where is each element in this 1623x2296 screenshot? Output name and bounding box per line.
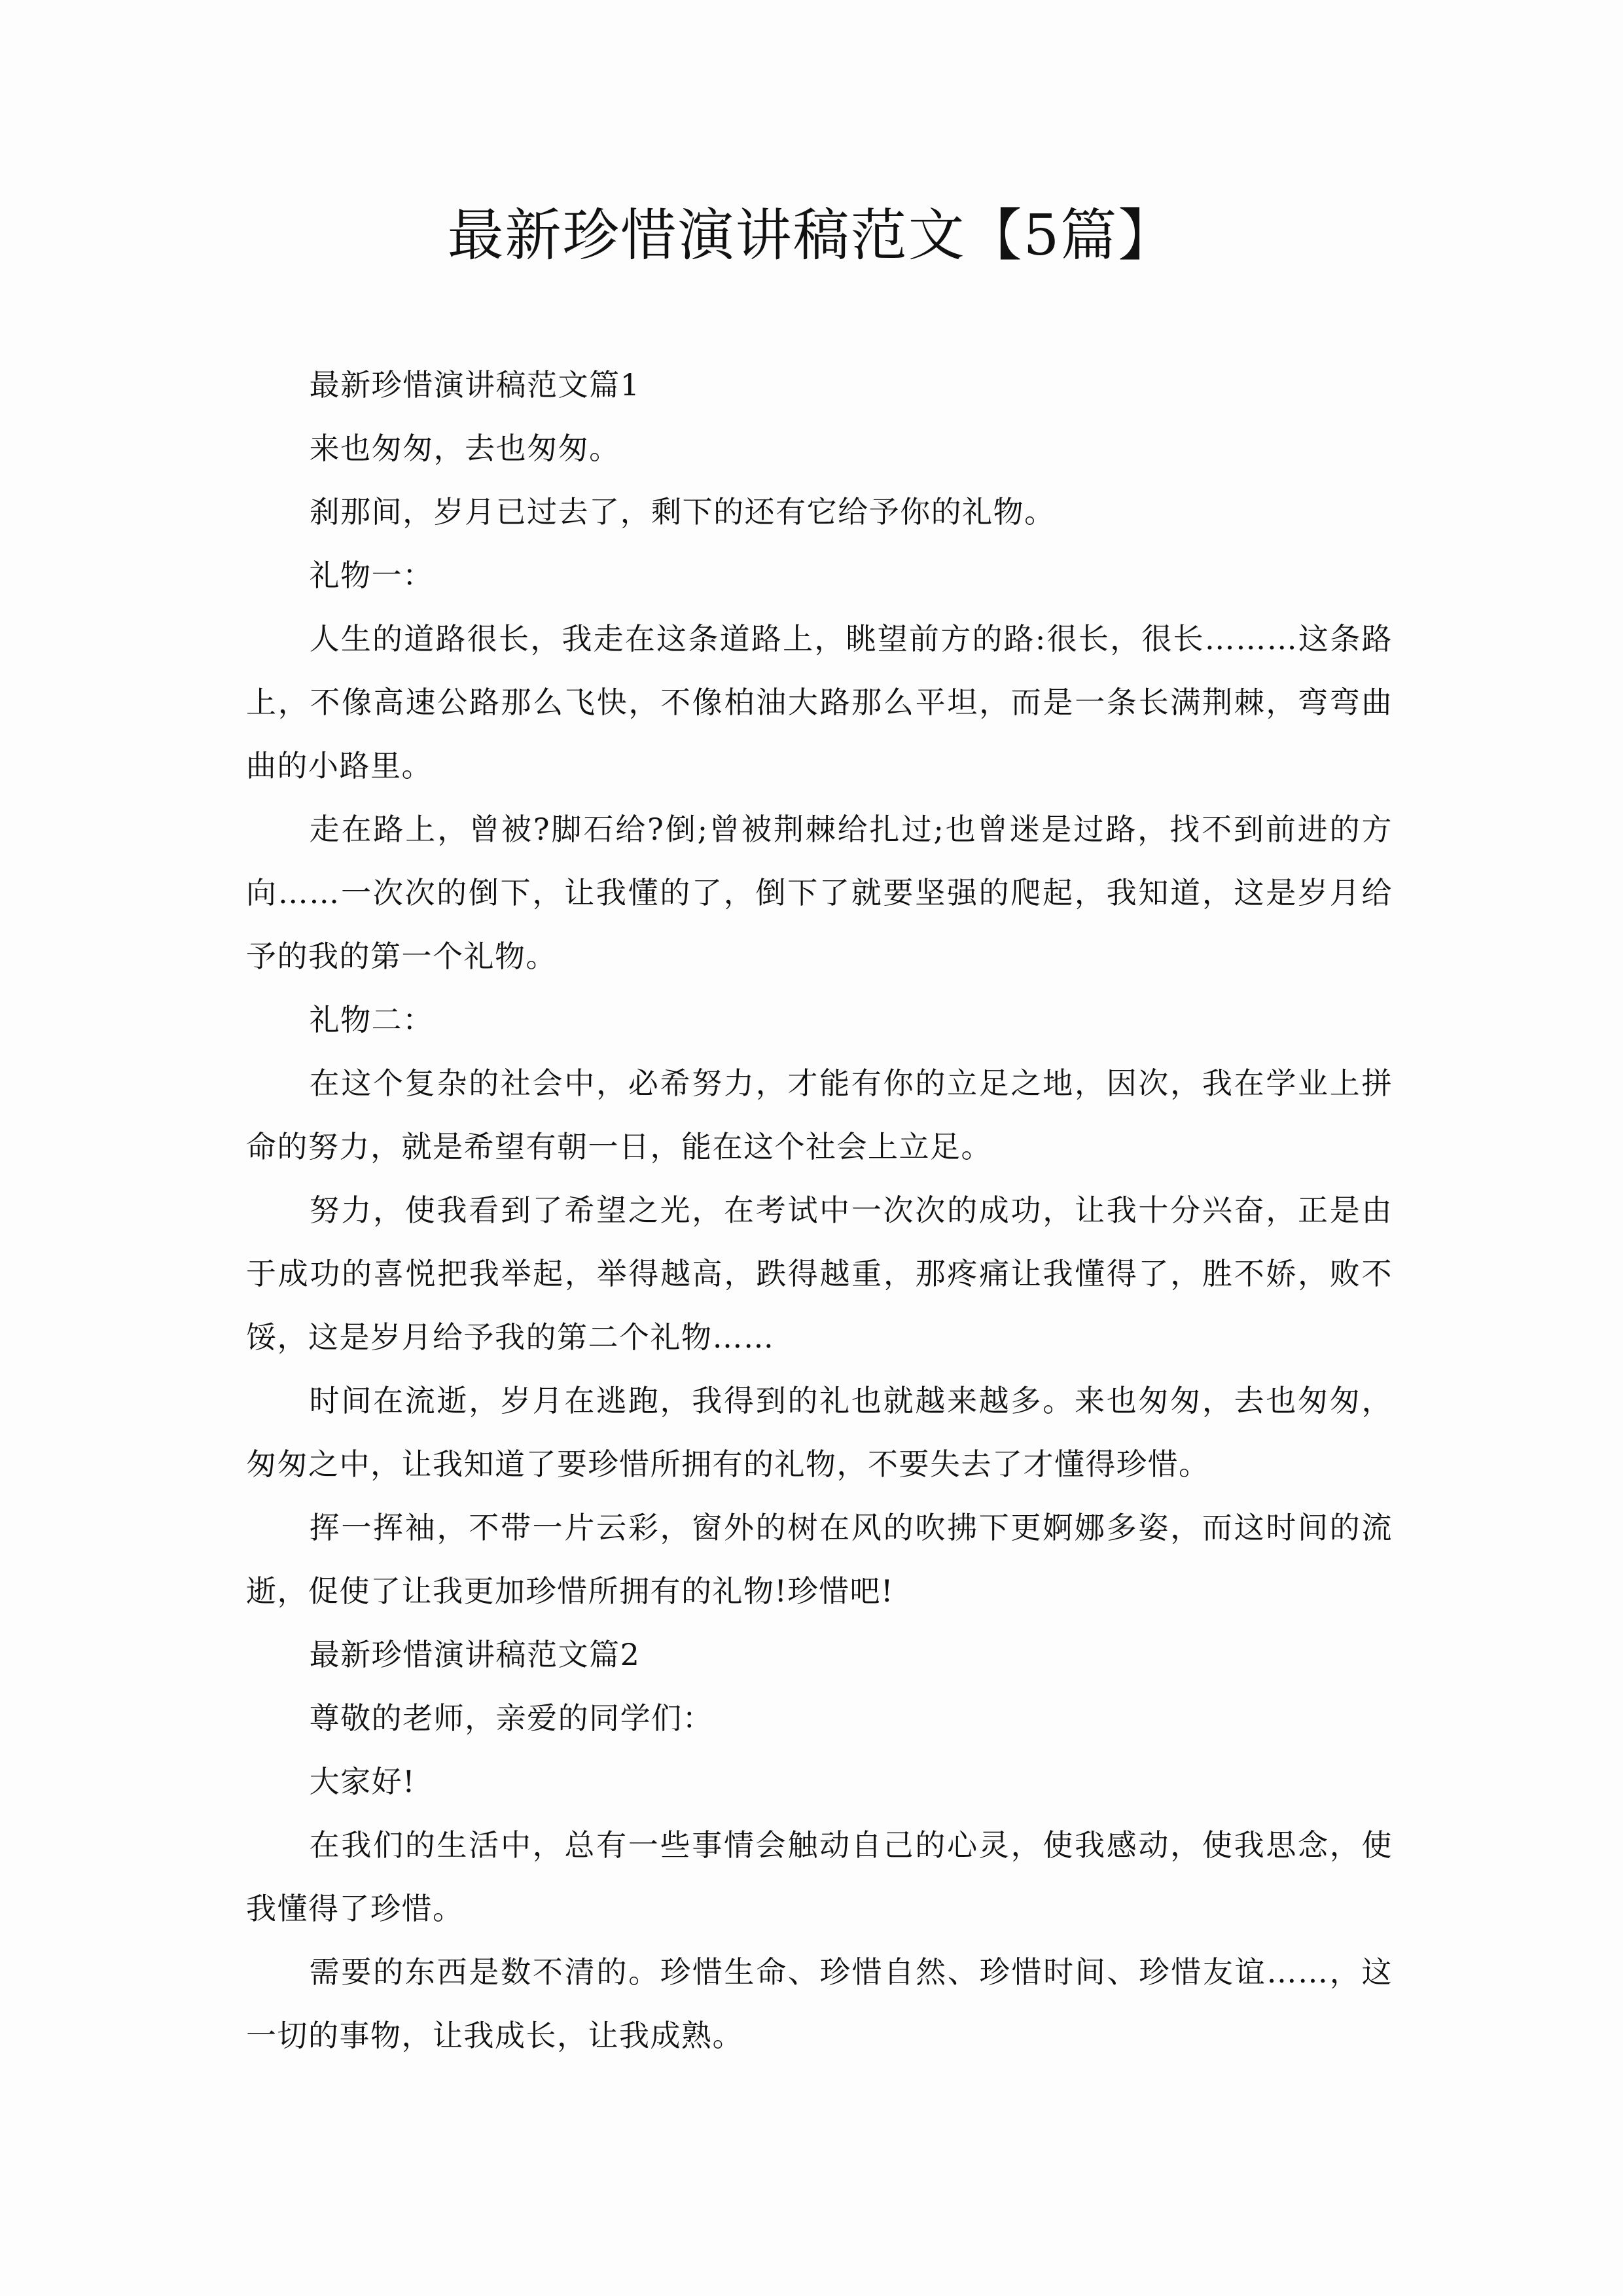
paragraph: 在我们的生活中，总有一些事情会触动自己的心灵，使我感动，使我思念，使我懂得了珍惜。 — [246, 1827, 1393, 1926]
paragraph: 时间在流逝，岁月在逃跑，我得到的礼也就越来越多。来也匆匆，去也匆匆，匆匆之中，让我知道了要珍惜所拥有的礼物，不要失去了才懂得珍惜。 — [246, 1383, 1393, 1482]
gift-heading-2: 礼物二： — [309, 1002, 434, 1037]
paragraph: 走在路上，曾被?脚石给?倒;曾被荆棘给扎过;也曾迷是过路，找不到前进的方向……一次次的倒下，让我懂的了，倒下了就要坚强的爬起，我知道，这是岁月给予的我的第一个礼物。 — [246, 812, 1393, 974]
paragraph: 需要的东西是数不清的。珍惜生命、珍惜自然、珍惜时间、珍惜友谊……，这一切的事物，让我成长，让我成熟。 — [246, 1954, 1393, 2053]
paragraph: 来也匆匆，去也匆匆。 — [309, 431, 620, 466]
paragraph: 刹那间，岁月已过去了，剩下的还有它给予你的礼物。 — [309, 494, 1056, 529]
paragraph: 在这个复杂的社会中，必希努力，才能有你的立足之地，因次，我在学业上拼命的努力，就是希望有朝一日，能在这个社会上立足。 — [246, 1066, 1393, 1164]
section-heading-2: 最新珍惜演讲稿范文篇2 — [309, 1637, 641, 1672]
greeting: 大家好! — [309, 1764, 416, 1799]
salutation: 尊敬的老师，亲爱的同学们： — [309, 1700, 714, 1736]
section-heading-1: 最新珍惜演讲稿范文篇1 — [309, 367, 641, 403]
paragraph: 努力，使我看到了希望之光，在考试中一次次的成功，让我十分兴奋，正是由于成功的喜悦把我举起，举得越高，跌得越重，那疼痛让我懂得了，胜不娇，败不馁，这是岁月给予我的第二个礼物…… — [246, 1193, 1393, 1355]
document-body — [246, 353, 1393, 2068]
gift-heading-1: 礼物一： — [309, 558, 434, 593]
document-title: 最新珍惜演讲稿范文【5篇】 — [447, 203, 1176, 268]
paragraph: 挥一挥袖，不带一片云彩，窗外的树在风的吹拂下更婀娜多姿，而这时间的流逝，促使了让我更加珍惜所拥有的礼物!珍惜吧! — [246, 1510, 1393, 1609]
paragraph: 人生的道路很长，我走在这条道路上，眺望前方的路:很长，很长………这条路上，不像高速公路那么飞快，不像柏油大路那么平坦，而是一条长满荆棘，弯弯曲曲的小路里。 — [246, 621, 1393, 783]
